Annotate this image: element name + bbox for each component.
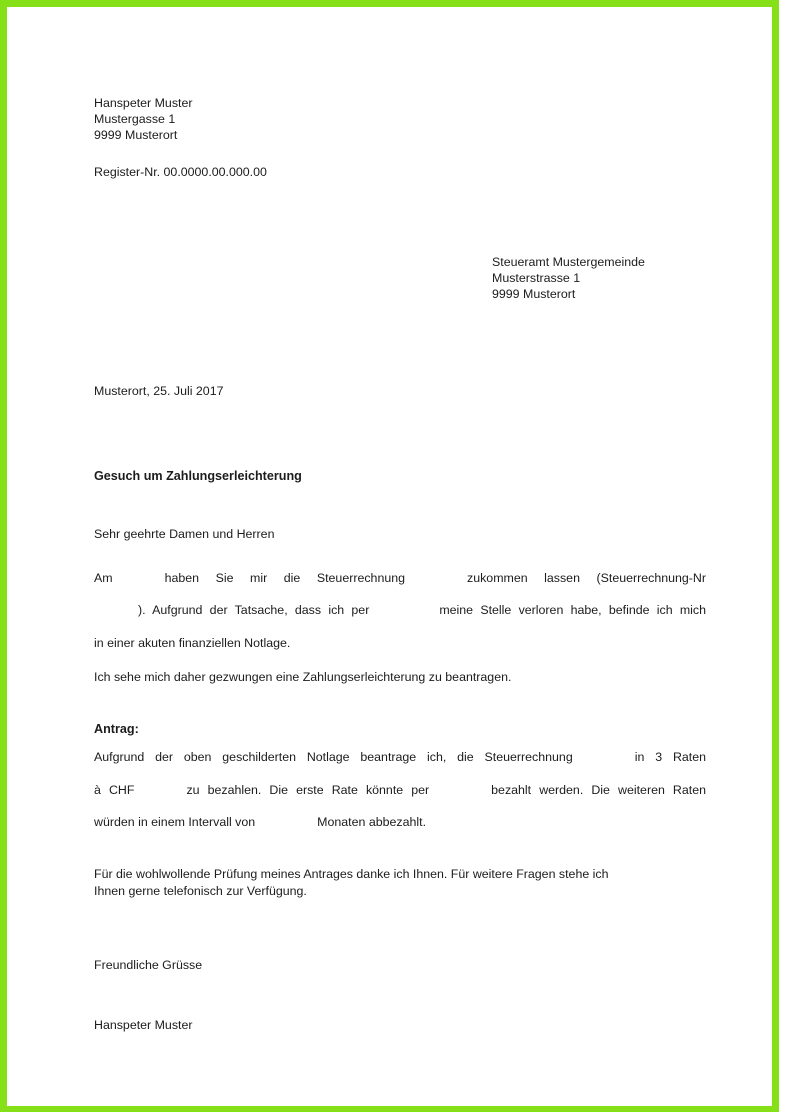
paragraph-antrag	[94, 749, 706, 830]
antrag-heading: Antrag:	[94, 722, 139, 737]
situation-text-received: zukommen lassen (Steuerrechnung-Nr	[467, 571, 706, 586]
closing-line-1: Für die wohlwollende Prüfung meines Antrages danke ich Ihnen. Für weitere Fragen stehe ich	[94, 867, 609, 882]
page-border-bottom	[0, 1106, 779, 1112]
sender-street: Mustergasse 1	[94, 112, 176, 127]
sender-address-block	[94, 95, 706, 144]
paragraph-situation-line-2	[94, 602, 706, 634]
place-and-date: Musterort, 25. Juli 2017	[94, 384, 224, 399]
paragraph-closing	[94, 866, 706, 898]
sender-name: Hanspeter Muster	[94, 96, 193, 110]
antrag-text-furtherrates: bezahlt werden. Die weiteren Raten	[491, 782, 706, 797]
page-border-left	[0, 0, 7, 1112]
antrag-text-firstrate: zu bezahlen. Die erste Rate könnte per	[186, 782, 430, 797]
subject-heading: Gesuch um Zahlungserleichterung	[94, 468, 302, 483]
letter-sheet	[7, 7, 772, 1106]
register-number-line: Register-Nr. 00.0000.00.000.00	[94, 164, 267, 179]
page-border-top	[0, 0, 779, 7]
paragraph-situation-line-3: in einer akuten finanziellen Notlage.	[94, 635, 291, 650]
recipient-office: Steueramt Mustergemeinde	[492, 254, 645, 269]
closing-line-2: Ihnen gerne telefonisch zur Verfügung.	[94, 883, 307, 898]
antrag-text-rates: in 3 Raten	[634, 750, 707, 765]
paragraph-request-intro: Ich sehe mich daher gezwungen eine Zahlungserleichterung zu beantragen.	[94, 670, 512, 685]
letter-content	[94, 95, 706, 1033]
antrag-text-interval: würden in einem Intervall von	[94, 815, 256, 830]
situation-text-am: Am	[94, 571, 113, 586]
situation-text-invoice: haben Sie mir die Steuerrechnung	[164, 571, 406, 586]
page-border-right	[772, 0, 779, 1112]
situation-text-jobloss: meine Stelle verloren habe, befinde ich mich	[439, 603, 706, 618]
sender-city: 9999 Musterort	[94, 128, 178, 143]
paragraph-situation-line-1	[94, 570, 706, 602]
closing-greeting: Freundliche Grüsse	[94, 957, 203, 972]
antrag-text-months: Monaten abbezahlt.	[317, 815, 427, 830]
antrag-text-chf: à CHF	[94, 782, 135, 797]
recipient-street: Musterstrasse 1	[492, 271, 581, 286]
paragraph-situation	[94, 570, 706, 651]
salutation: Sehr geehrte Damen und Herren	[94, 526, 275, 541]
antrag-line-2	[94, 782, 706, 814]
recipient-address-block	[492, 254, 706, 303]
situation-text-reason: ). Aufgrund der Tatsache, dass ich per	[138, 603, 370, 618]
recipient-city: 9999 Musterort	[492, 287, 576, 302]
signature-name: Hanspeter Muster	[94, 1018, 193, 1033]
antrag-line-3	[94, 814, 706, 830]
antrag-text-intro: Aufgrund der oben geschilderten Notlage beantrage ich, die Steuerrechnung	[94, 750, 573, 765]
antrag-line-1	[94, 749, 706, 781]
